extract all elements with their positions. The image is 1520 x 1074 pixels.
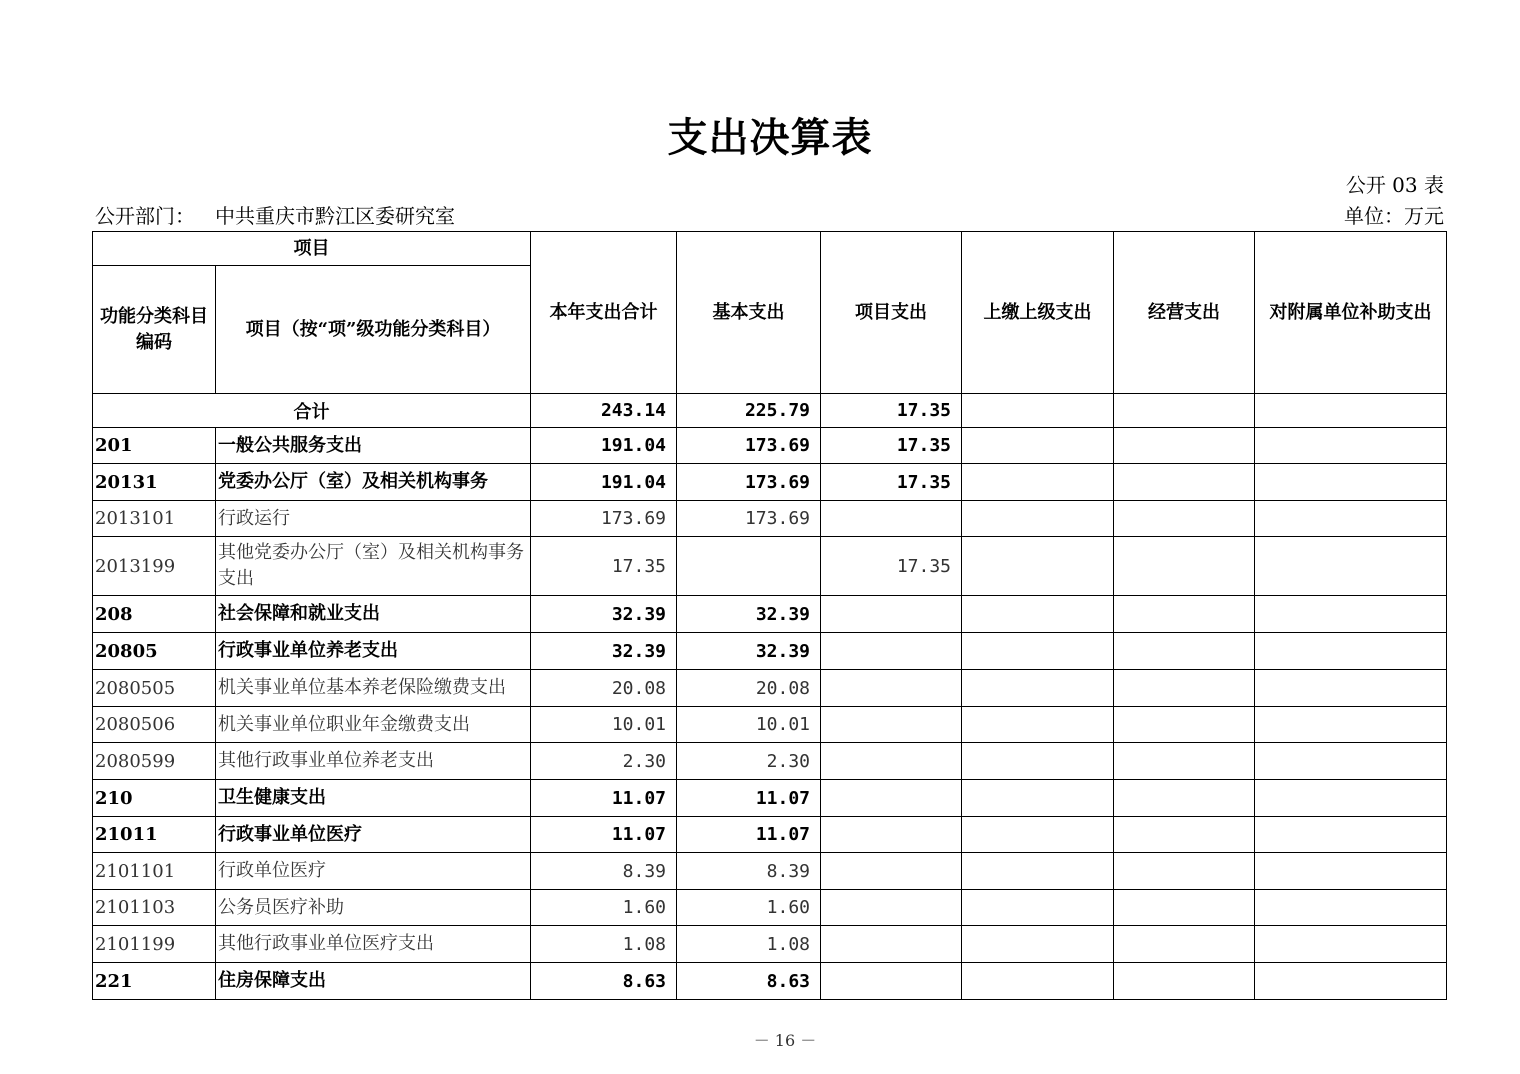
row-subsidy: [1255, 501, 1447, 537]
row-business: [1114, 963, 1255, 1000]
header-total: 本年支出合计: [531, 232, 677, 394]
row-project: [821, 670, 962, 707]
row-subsidy: [1255, 817, 1447, 853]
table-row: [93, 596, 1447, 633]
row-upper: [962, 428, 1114, 464]
table-row: [93, 670, 1447, 707]
row-upper: [962, 926, 1114, 963]
row-business: [1114, 428, 1255, 464]
row-business: [1114, 633, 1255, 670]
row-upper: [962, 670, 1114, 707]
row-project: [821, 596, 962, 633]
row-upper: [962, 963, 1114, 1000]
row-upper: [962, 633, 1114, 670]
department-line: [95, 203, 455, 229]
row-name: 行政运行: [216, 501, 531, 537]
header-item: 项目: [93, 232, 531, 266]
row-basic: 173.69: [677, 501, 821, 537]
row-upper: [962, 780, 1114, 817]
department-value: 中共重庆市黔江区委研究室: [215, 204, 455, 228]
row-total: 1.08: [531, 926, 677, 963]
header-code: 功能分类科目编码: [93, 266, 216, 394]
row-total: 32.39: [531, 633, 677, 670]
header-basic: 基本支出: [677, 232, 821, 394]
row-upper: [962, 464, 1114, 501]
row-name: 其他党委办公厅（室）及相关机构事务支出: [216, 537, 531, 596]
row-basic: 173.69: [677, 428, 821, 464]
row-total: 11.07: [531, 780, 677, 817]
header-upper: 上缴上级支出: [962, 232, 1114, 394]
total-upper: [962, 394, 1114, 428]
row-code: 2080505: [93, 670, 216, 707]
row-business: [1114, 853, 1255, 890]
row-business: [1114, 890, 1255, 926]
row-business: [1114, 707, 1255, 743]
row-total: 1.60: [531, 890, 677, 926]
row-subsidy: [1255, 890, 1447, 926]
row-total: 8.63: [531, 963, 677, 1000]
row-name: 机关事业单位职业年金缴费支出: [216, 707, 531, 743]
row-code: 2101103: [93, 890, 216, 926]
row-project: [821, 926, 962, 963]
total-label: 合计: [93, 394, 531, 428]
row-total: 191.04: [531, 464, 677, 501]
row-business: [1114, 501, 1255, 537]
row-name: 公务员医疗补助: [216, 890, 531, 926]
row-project: 17.35: [821, 537, 962, 596]
row-subsidy: [1255, 926, 1447, 963]
row-name: 行政单位医疗: [216, 853, 531, 890]
row-subsidy: [1255, 743, 1447, 780]
row-code: 2101199: [93, 926, 216, 963]
total-basic: 225.79: [677, 394, 821, 428]
table-row: [93, 926, 1447, 963]
row-upper: [962, 596, 1114, 633]
table-row: [93, 743, 1447, 780]
row-name: 一般公共服务支出: [216, 428, 531, 464]
row-upper: [962, 890, 1114, 926]
row-total: 32.39: [531, 596, 677, 633]
row-subsidy: [1255, 963, 1447, 1000]
page-number: － 16 －: [753, 1031, 817, 1050]
row-upper: [962, 707, 1114, 743]
row-name: 机关事业单位基本养老保险缴费支出: [216, 670, 531, 707]
total-business: [1114, 394, 1255, 428]
row-name: 行政事业单位医疗: [216, 817, 531, 853]
row-business: [1114, 537, 1255, 596]
row-name: 党委办公厅（室）及相关机构事务: [216, 464, 531, 501]
row-project: 17.35: [821, 428, 962, 464]
header-name: 项目（按“项”级功能分类科目）: [216, 266, 531, 394]
row-total: 10.01: [531, 707, 677, 743]
row-name: 其他行政事业单位医疗支出: [216, 926, 531, 963]
table-row: [93, 428, 1447, 464]
table-row: [93, 633, 1447, 670]
row-project: [821, 817, 962, 853]
department-label: 公开部门：: [95, 204, 195, 228]
row-basic: 32.39: [677, 596, 821, 633]
row-name: 卫生健康支出: [216, 780, 531, 817]
row-code: 2080599: [93, 743, 216, 780]
table-row: [93, 817, 1447, 853]
row-total: 2.30: [531, 743, 677, 780]
row-basic: 8.63: [677, 963, 821, 1000]
row-code: 2101101: [93, 853, 216, 890]
row-business: [1114, 926, 1255, 963]
row-total: 191.04: [531, 428, 677, 464]
row-subsidy: [1255, 670, 1447, 707]
total-total: 243.14: [531, 394, 677, 428]
table-row: [93, 853, 1447, 890]
table-row: [93, 890, 1447, 926]
row-upper: [962, 817, 1114, 853]
row-project: [821, 743, 962, 780]
row-basic: 173.69: [677, 464, 821, 501]
row-basic: 11.07: [677, 817, 821, 853]
row-basic: 1.08: [677, 926, 821, 963]
row-total: 17.35: [531, 537, 677, 596]
table-row: [93, 464, 1447, 501]
row-name: 住房保障支出: [216, 963, 531, 1000]
row-name: 其他行政事业单位养老支出: [216, 743, 531, 780]
row-business: [1114, 743, 1255, 780]
table-row: [93, 780, 1447, 817]
row-basic: 1.60: [677, 890, 821, 926]
row-project: 17.35: [821, 464, 962, 501]
row-subsidy: [1255, 780, 1447, 817]
header-project: 项目支出: [821, 232, 962, 394]
row-project: [821, 780, 962, 817]
row-subsidy: [1255, 428, 1447, 464]
row-code: 2013199: [93, 537, 216, 596]
row-name: 行政事业单位养老支出: [216, 633, 531, 670]
row-code: 2080506: [93, 707, 216, 743]
unit-label: 单位：万元: [1344, 204, 1444, 228]
row-code: 221: [93, 963, 216, 1000]
total-project: 17.35: [821, 394, 962, 428]
row-subsidy: [1255, 633, 1447, 670]
row-upper: [962, 537, 1114, 596]
row-business: [1114, 780, 1255, 817]
total-row: [93, 394, 1447, 428]
row-business: [1114, 596, 1255, 633]
row-subsidy: [1255, 853, 1447, 890]
row-total: 20.08: [531, 670, 677, 707]
row-total: 11.07: [531, 817, 677, 853]
table-row: [93, 963, 1447, 1000]
row-code: 20131: [93, 464, 216, 501]
row-project: [821, 633, 962, 670]
row-project: [821, 707, 962, 743]
row-upper: [962, 743, 1114, 780]
row-upper: [962, 501, 1114, 537]
row-project: [821, 890, 962, 926]
row-code: 20805: [93, 633, 216, 670]
row-basic: 20.08: [677, 670, 821, 707]
table-row: [93, 537, 1447, 596]
expenditure-table: [92, 231, 1447, 1000]
row-subsidy: [1255, 596, 1447, 633]
row-total: 8.39: [531, 853, 677, 890]
row-upper: [962, 853, 1114, 890]
row-business: [1114, 817, 1255, 853]
row-subsidy: [1255, 464, 1447, 501]
row-total: 173.69: [531, 501, 677, 537]
header-business: 经营支出: [1114, 232, 1255, 394]
row-business: [1114, 464, 1255, 501]
row-name: 社会保障和就业支出: [216, 596, 531, 633]
row-basic: 10.01: [677, 707, 821, 743]
row-basic: 32.39: [677, 633, 821, 670]
row-code: 2013101: [93, 501, 216, 537]
row-project: [821, 963, 962, 1000]
row-basic: 11.07: [677, 780, 821, 817]
row-project: [821, 501, 962, 537]
row-subsidy: [1255, 707, 1447, 743]
row-subsidy: [1255, 537, 1447, 596]
row-code: 210: [93, 780, 216, 817]
header-subsidy: 对附属单位补助支出: [1255, 232, 1447, 394]
page-title: 支出决算表: [667, 114, 873, 161]
row-code: 201: [93, 428, 216, 464]
row-basic: 8.39: [677, 853, 821, 890]
row-business: [1114, 670, 1255, 707]
table-row: [93, 501, 1447, 537]
row-project: [821, 853, 962, 890]
row-basic: [677, 537, 821, 596]
table-number: 公开 03 表: [1345, 173, 1444, 197]
row-code: 21011: [93, 817, 216, 853]
row-code: 208: [93, 596, 216, 633]
table-row: [93, 707, 1447, 743]
total-subsidy: [1255, 394, 1447, 428]
row-basic: 2.30: [677, 743, 821, 780]
